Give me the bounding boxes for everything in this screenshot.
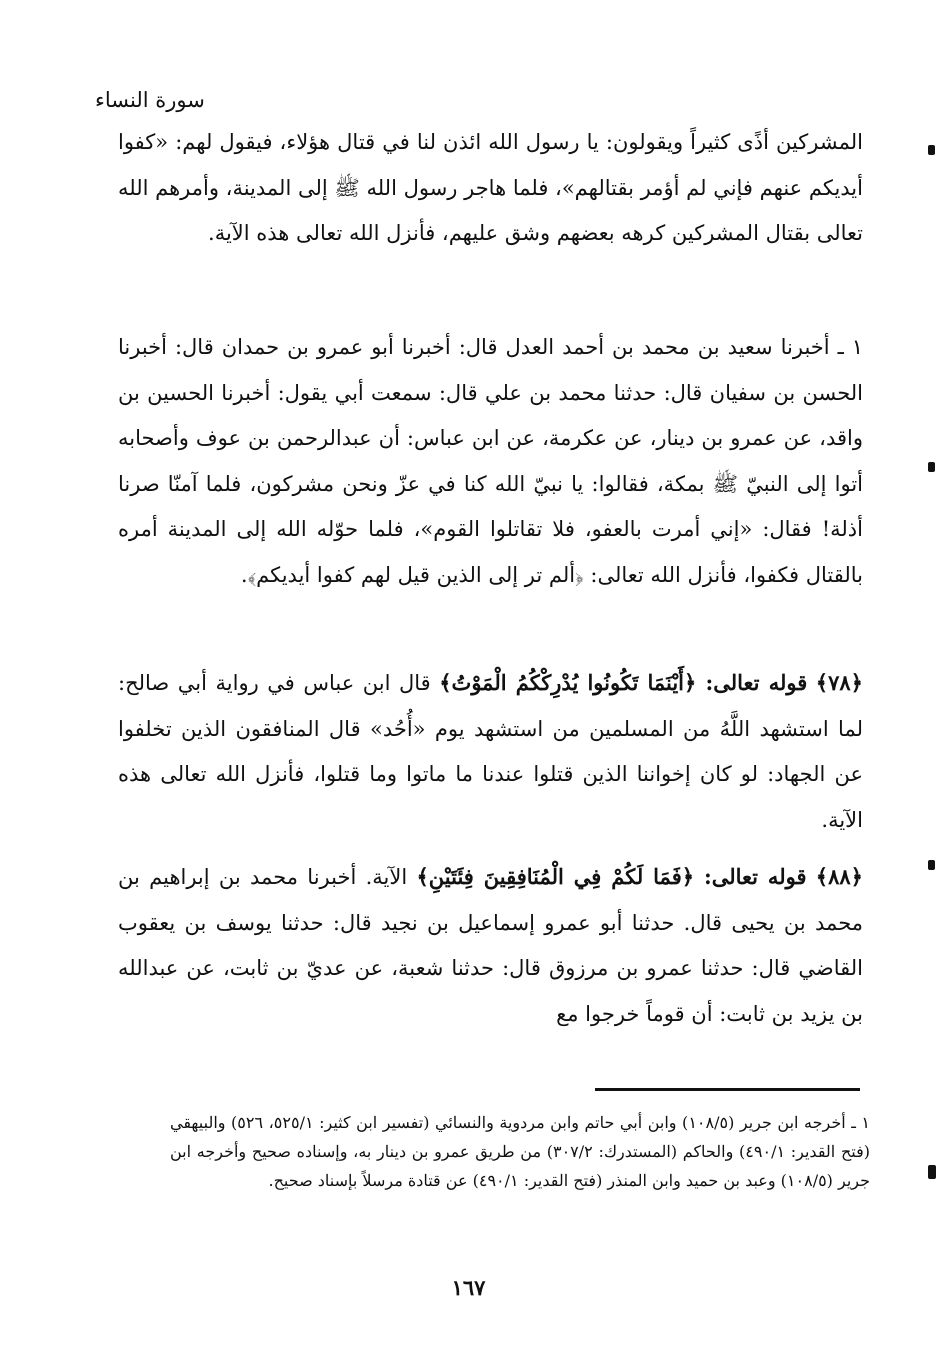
verse-paragraph bbox=[118, 660, 863, 843]
footnote-text: ١ ـ أخرجه ابن جرير (١٠٨/٥) وابن أبي حاتم وابن مردوية والنسائي (تفسير ابن كثير: ٥٢٥/١، ٥٢٦) والبيهقي (فتح القدير: ٤٩٠/١) والحاكم (المستدرك: ٣٠٧/٢) من طريق عمرو بن دينار به، وإسناده صحيح وأخرجه ابن جرير (١٠٨/٥) وعبد بن حميد وابن المنذر (فتح القدير: ٤٩٠/١) عن قتادة مرسلاً بإسناد صحيح. bbox=[170, 1113, 871, 1190]
margin-mark bbox=[928, 860, 935, 870]
verse-heading: قوله تعالى: ﴿أَيْنَمَا تَكُونُوا يُدْرِكْكُمُ الْمَوْتُ﴾ bbox=[439, 670, 808, 695]
margin-mark bbox=[928, 462, 935, 472]
paragraph-text: المشركين أذًى كثيراً ويقولون: يا رسول الله ائذن لنا في قتال هؤلاء، فيقول لهم: «كفوا أيديكم عنهم فإني لم أؤمر بقتالهم»، فلما هاجر رسول الله ﷺ إلى المدينة، وأمرهم الله تعالى بقتال المشركين كرهه بعضهم وشق عليهم، فأنزل الله تعالى هذه الآية. bbox=[118, 130, 863, 245]
paragraph-text: قال ابن عباس في رواية أبي صالح: لما استشهد اللَّهُ من المسلمين من استشهد يوم «أُحُد» قال المنافقون الذين تخلفوا عن الجهاد: لو كان إخواننا الذين قتلوا عندنا ما ماتوا وما قتلوا، فأنزل الله تعالى هذه الآية. bbox=[118, 671, 863, 832]
hadith-paragraph bbox=[118, 325, 863, 598]
verse-number: ﴿٧٨﴾ bbox=[815, 670, 863, 695]
body-paragraph bbox=[118, 120, 863, 257]
page-number: ١٦٧ bbox=[451, 1275, 486, 1300]
verse-number: ﴿٨٨﴾ bbox=[815, 864, 863, 889]
margin-mark bbox=[928, 145, 935, 155]
verse-paragraph bbox=[118, 854, 863, 1037]
running-head-title: سورة النساء bbox=[95, 88, 205, 112]
verse-heading: قوله تعالى: ﴿فَمَا لَكُمْ فِي الْمُنَافِقِينَ فِئَتَيْنِ﴾ bbox=[416, 864, 807, 889]
margin-mark bbox=[928, 1165, 936, 1179]
paragraph-text: ١ ـ أخبرنا سعيد بن محمد بن أحمد العدل قال: أخبرنا أبو عمرو بن حمدان قال: أخبرنا الحسن بن سفيان قال: حدثنا محمد بن علي قال: سمعت أبي يقول: أخبرنا الحسين بن واقد، عن عمرو بن دينار، عن عكرمة، عن ابن عباس: أن عبدالرحمن بن عوف وأصحابه أتوا إلى النبيّ ﷺ بمكة، فقالوا: يا نبيّ الله كنا في عزّ ونحن مشركون، فلما آمنّا صرنا أذلة! فقال: «إني أمرت بالعفو، فلا تقاتلوا القوم»، فلما حوّله الله إلى المدينة أمره بالقتال فكفوا، فأنزل الله تعالى: ﴿ألم تر إلى الذين قيل لهم كفوا أيديكم﴾. bbox=[118, 335, 863, 587]
footnote-divider bbox=[595, 1088, 860, 1091]
paragraph-text: الآية. أخبرنا محمد بن إبراهيم بن محمد بن يحيى قال. حدثنا أبو عمرو إسماعيل بن نجيد قال: حدثنا يوسف بن يعقوب القاضي قال: حدثنا عمرو بن مرزوق قال: حدثنا شعبة، عن عديّ بن ثابت، عن عبدالله بن يزيد بن ثابت: أن قوماً خرجوا مع bbox=[118, 865, 863, 1026]
footnotes bbox=[170, 1108, 870, 1195]
